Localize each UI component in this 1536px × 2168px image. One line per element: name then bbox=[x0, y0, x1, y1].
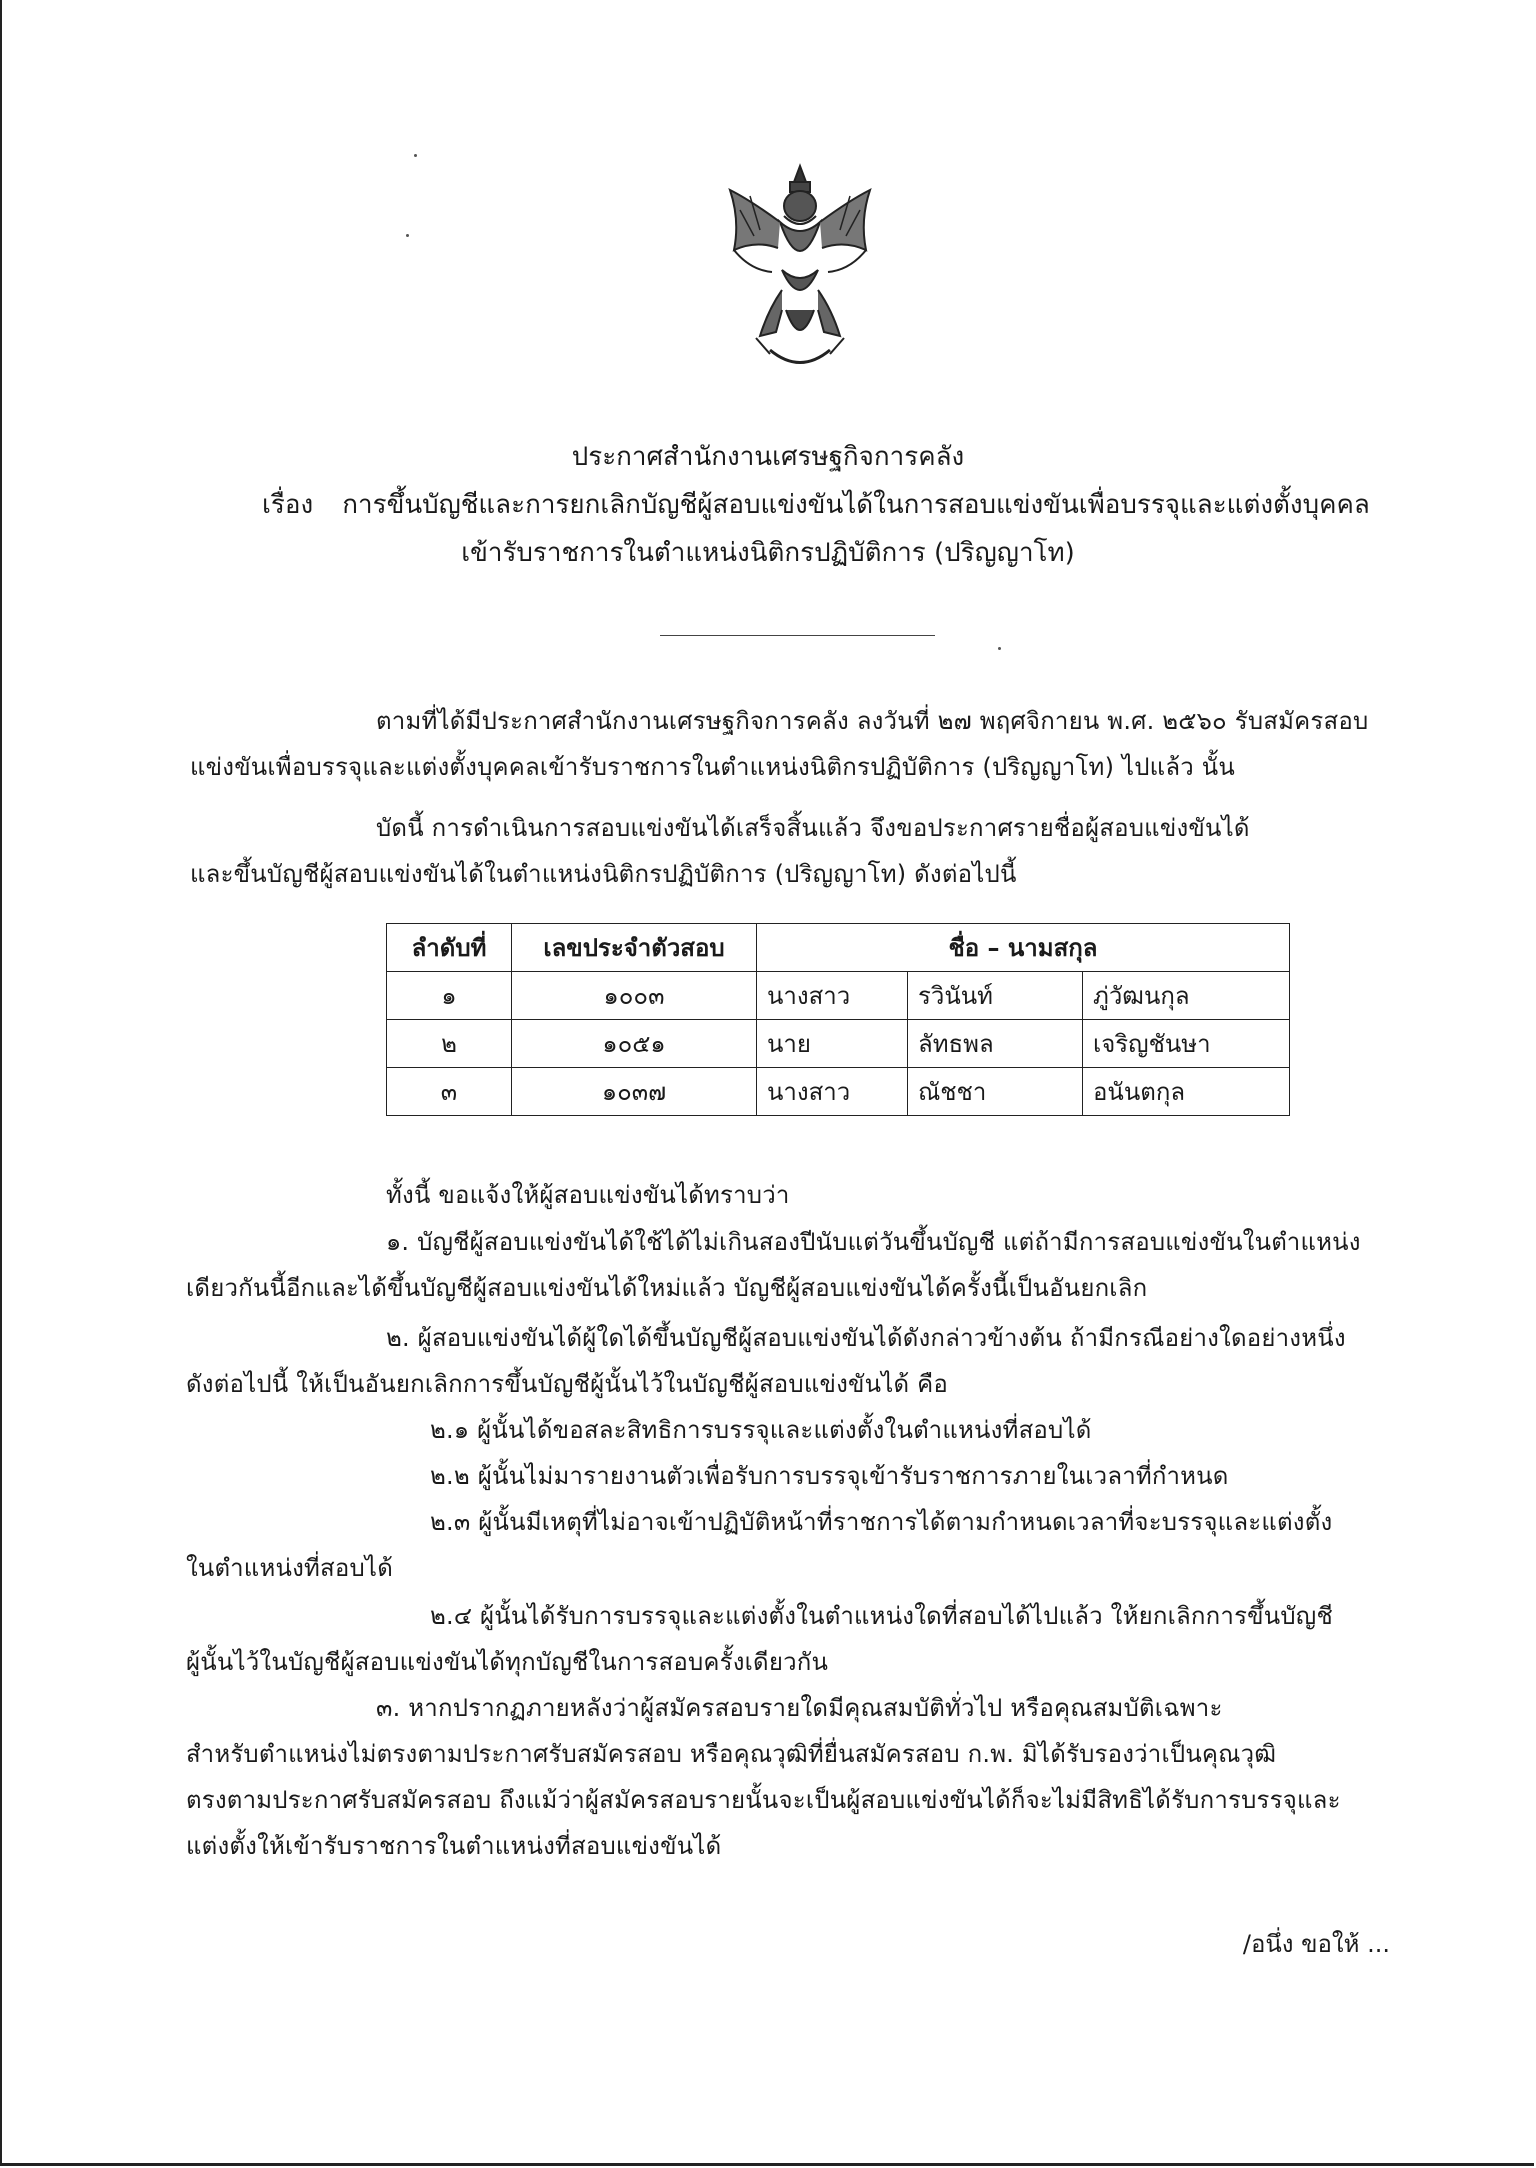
intro-p1-line1: ตามที่ได้มีประกาศสำนักงานเศรษฐกิจการคลัง ลงวันที่ ๒๗ พฤศจิกายน พ.ศ. ๒๕๖๐ รับสมัครสอบ bbox=[376, 707, 1369, 735]
item2-4-line2: ผู้นั้นไว้ในบัญชีผู้สอบแข่งขันได้ทุกบัญชีในการสอบครั้งเดียวกัน bbox=[186, 1648, 829, 1676]
item2-3-line2: ในตำแหน่งที่สอบได้ bbox=[186, 1554, 393, 1582]
row-no: ๑ bbox=[387, 972, 512, 1020]
row-last-name: เจริญชันษา bbox=[1083, 1020, 1290, 1068]
scan-speck bbox=[414, 154, 417, 157]
intro-p2-line1: บัดนี้ การดำเนินการสอบแข่งขันได้เสร็จสิ้นแล้ว จึงขอประกาศรายชื่อผู้สอบแข่งขันได้ bbox=[376, 814, 1250, 842]
item2-2: ๒.๒ ผู้นั้นไม่มารายงานตัวเพื่อรับการบรรจุเข้ารับราชการภายในเวลาที่กำหนด bbox=[430, 1462, 1229, 1490]
item3-line3: ตรงตามประกาศรับสมัครสอบ ถึงแม้ว่าผู้สมัครสอบรายนั้นจะเป็นผู้สอบแข่งขันได้ก็จะไม่มีสิทธิได้รับการบรรจุและ bbox=[186, 1786, 1341, 1814]
continuation-note: /อนึ่ง ขอให้ ... bbox=[1242, 1930, 1390, 1958]
row-exam-id: ๑๐๐๓ bbox=[512, 972, 757, 1020]
header-exam-id: เลขประจำตัวสอบ bbox=[512, 924, 757, 972]
row-last-name: ภู่วัฒนกุล bbox=[1083, 972, 1290, 1020]
item2-1: ๒.๑ ผู้นั้นได้ขอสละสิทธิการบรรจุและแต่งตั้งในตำแหน่งที่สอบได้ bbox=[430, 1416, 1092, 1444]
garuda-emblem-icon bbox=[720, 160, 880, 375]
item3-line4: แต่งตั้งให้เข้ารับราชการในตำแหน่งที่สอบแข่งขันได้ bbox=[186, 1832, 722, 1860]
row-exam-id: ๑๐๓๗ bbox=[512, 1068, 757, 1116]
subject-text-line1: การขึ้นบัญชีและการยกเลิกบัญชีผู้สอบแข่งขันได้ในการสอบแข่งขันเพื่อบรรจุและแต่งตั้งบุคคล bbox=[342, 490, 1370, 520]
candidate-table bbox=[386, 923, 1290, 1116]
table-header-row bbox=[387, 924, 1290, 972]
table-row bbox=[387, 972, 1290, 1020]
scan-speck bbox=[998, 647, 1001, 650]
intro-p1-line2: แข่งขันเพื่อบรรจุและแต่งตั้งบุคคลเข้ารับราชการในตำแหน่งนิติกรปฏิบัติการ (ปริญญาโท) ไปแล้ว นั้น bbox=[190, 753, 1235, 781]
item3-line1: ๓. หากปรากฏภายหลังว่าผู้สมัครสอบรายใดมีคุณสมบัติทั่วไป หรือคุณสมบัติเฉพาะ bbox=[376, 1694, 1223, 1722]
item2-3-line1: ๒.๓ ผู้นั้นมีเหตุที่ไม่อาจเข้าปฏิบัติหน้าที่ราชการได้ตามกำหนดเวลาที่จะบรรจุและแต่งตั้ง bbox=[430, 1508, 1333, 1536]
header-no: ลำดับที่ bbox=[387, 924, 512, 972]
item2-line1: ๒. ผู้สอบแข่งขันได้ผู้ใดได้ขึ้นบัญชีผู้สอบแข่งขันได้ดังกล่าวข้างต้น ถ้ามีกรณีอย่างใดอย่างหนึ่ง bbox=[386, 1324, 1346, 1352]
header-name: ชื่อ – นามสกุล bbox=[757, 924, 1290, 972]
subject-line bbox=[262, 484, 1370, 525]
notice-intro: ทั้งนี้ ขอแจ้งให้ผู้สอบแข่งขันได้ทราบว่า bbox=[386, 1181, 790, 1209]
subject-label: เรื่อง bbox=[262, 490, 314, 520]
title-divider bbox=[660, 635, 935, 636]
intro-p2-line2: และขึ้นบัญชีผู้สอบแข่งขันได้ในตำแหน่งนิติกรปฏิบัติการ (ปริญญาโท) ดังต่อไปนี้ bbox=[190, 860, 1017, 888]
item2-line2: ดังต่อไปนี้ ให้เป็นอันยกเลิกการขึ้นบัญชีผู้นั้นไว้ในบัญชีผู้สอบแข่งขันได้ คือ bbox=[186, 1370, 949, 1398]
row-no: ๒ bbox=[387, 1020, 512, 1068]
item1-line1: ๑. บัญชีผู้สอบแข่งขันได้ใช้ได้ไม่เกินสองปีนับแต่วันขึ้นบัญชี แต่ถ้ามีการสอบแข่งขันในตำแหน่ง bbox=[386, 1228, 1361, 1256]
row-last-name: อนันตกุล bbox=[1083, 1068, 1290, 1116]
row-first-name: ลัทธพล bbox=[908, 1020, 1083, 1068]
announcement-title: ประกาศสำนักงานเศรษฐกิจการคลัง bbox=[571, 442, 965, 472]
subject-text-line2: เข้ารับราชการในตำแหน่งนิติกรปฏิบัติการ (ปริญญาโท) bbox=[461, 538, 1075, 568]
row-exam-id: ๑๐๕๑ bbox=[512, 1020, 757, 1068]
table-row bbox=[387, 1068, 1290, 1116]
table-row bbox=[387, 1020, 1290, 1068]
scan-speck bbox=[406, 234, 409, 237]
item3-line2: สำหรับตำแหน่งไม่ตรงตามประกาศรับสมัครสอบ หรือคุณวุฒิที่ยื่นสมัครสอบ ก.พ. มิได้รับรองว่าเป็นคุณวุฒิ bbox=[186, 1740, 1277, 1768]
row-no: ๓ bbox=[387, 1068, 512, 1116]
row-title: นางสาว bbox=[757, 972, 908, 1020]
row-first-name: รวินันท์ bbox=[908, 972, 1083, 1020]
item2-4-line1: ๒.๔ ผู้นั้นได้รับการบรรจุและแต่งตั้งในตำแหน่งใดที่สอบได้ไปแล้ว ให้ยกเลิกการขึ้นบัญชี bbox=[430, 1602, 1333, 1630]
row-title: นาย bbox=[757, 1020, 908, 1068]
row-title: นางสาว bbox=[757, 1068, 908, 1116]
row-first-name: ณัชชา bbox=[908, 1068, 1083, 1116]
item1-line2: เดียวกันนี้อีกและได้ขึ้นบัญชีผู้สอบแข่งขันได้ใหม่แล้ว บัญชีผู้สอบแข่งขันได้ครั้งนี้เป็นอันยกเลิก bbox=[186, 1274, 1148, 1302]
